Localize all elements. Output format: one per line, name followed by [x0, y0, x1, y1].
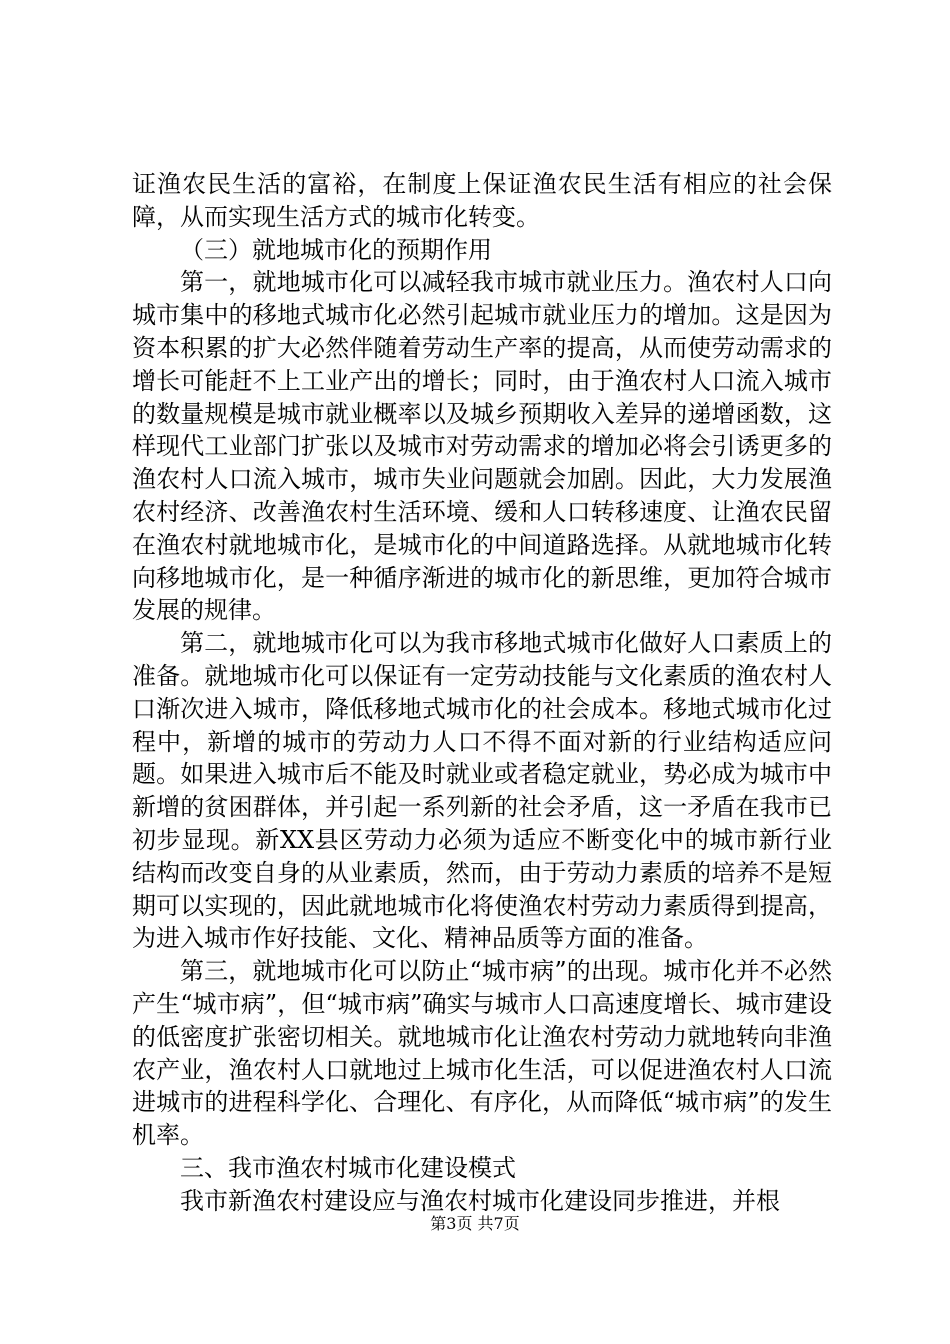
paragraph-second-point: 第二，就地城市化可以为我市移地式城市化做好人口素质上的准备。就地城市化可以保证有一定劳动技能与文化素质的渔农村人口渐次进入城市，降低移地式城市化的社会成本。移地式城市化过程中，新增的城市的劳动力人口不得不面对新的行业结构适应问题。如果进入城市后不能及时就业或者稳定就业，势必成为城市中新增的贫困群体，并引起一系列新的社会矛盾，这一矛盾在我市已初步显现。新XX县区劳动力必须为适应不断变化中的城市新行业结构而改变自身的从业素质，然而，由于劳动力素质的培养不是短期可以实现的，因此就地城市化将使渔农村劳动力素质得到提高，为进入城市作好技能、文化、精神品质等方面的准备。 [132, 629, 832, 953]
page-number-footer: 第3页 共7页 [430, 1214, 520, 1233]
paragraph-construction-intro: 我市新渔农村建设应与渔农村城市化建设同步推进，并根 [180, 1186, 780, 1215]
section-heading-expected-effects: （三）就地城市化的预期作用 [180, 235, 492, 264]
paragraph-continuation: 证渔农民生活的富裕，在制度上保证渔农民生活有相应的社会保障，从而实现生活方式的城市化转变。 [132, 170, 832, 231]
paragraph-third-point: 第三，就地城市化可以防止“城市病”的出现。城市化并不必然产生“城市病”，但“城市病”确实与城市人口高速度增长、城市建设的低密度扩张密切相关。就地城市化让渔农村劳动力就地转向非渔农产业，渔农村人口就地过上城市化生活，可以促进渔农村人口流进城市的进程科学化、合理化、有序化，从而降低“城市病”的发生机率。 [132, 957, 832, 1150]
document-body [132, 168, 832, 1218]
section-heading-construction-model: 三、我市渔农村城市化建设模式 [180, 1153, 516, 1182]
paragraph-first-point: 第一，就地城市化可以减轻我市城市就业压力。渔农村人口向城市集中的移地式城市化必然引起城市就业压力的增加。这是因为资本积累的扩大必然伴随着劳动生产率的提高，从而使劳动需求的增长可能赶不上工业产出的增长；同时，由于渔农村人口流入城市的数量规模是城市就业概率以及城乡预期收入差异的递增函数，这样现代工业部门扩张以及城市对劳动需求的增加必将会引诱更多的渔农村人口流入城市，城市失业问题就会加剧。因此，大力发展渔农村经济、改善渔农村生活环境、缓和人口转移速度、让渔农民留在渔农村就地城市化，是城市化的中间道路选择。从就地城市化转向移地城市化，是一种循序渐进的城市化的新思维，更加符合城市发展的规律。 [132, 268, 832, 625]
